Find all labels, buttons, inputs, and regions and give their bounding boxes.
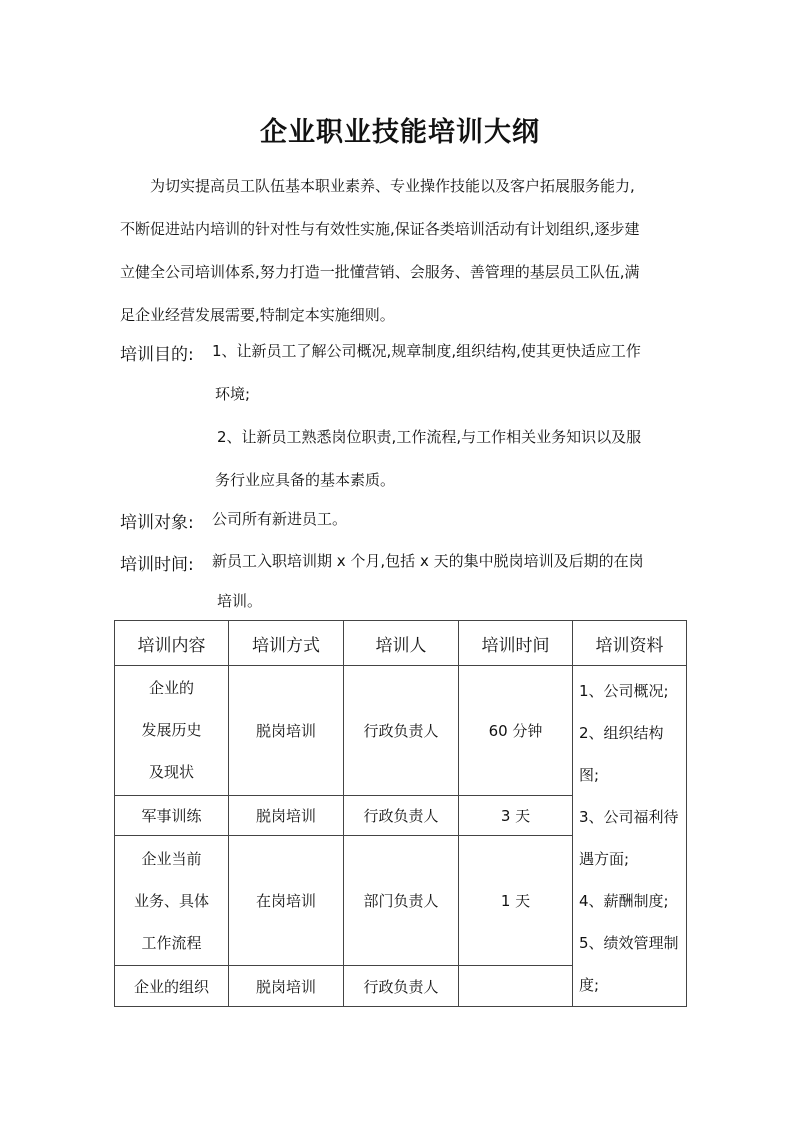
document-title: 企业职业技能培训大纲 bbox=[260, 117, 540, 148]
purpose-label: 培训目的: bbox=[120, 345, 194, 365]
target-text: 公司所有新进员工。 bbox=[212, 510, 348, 528]
cell-content-line: 企业当前 bbox=[141, 849, 202, 868]
header-method: 培训方式 bbox=[229, 621, 344, 666]
purpose-item-2-line-2: 务行业应具备的基本素质。 bbox=[215, 471, 396, 489]
time-line-2: 培训。 bbox=[217, 592, 263, 610]
header-materials: 培训资料 bbox=[573, 621, 687, 666]
purpose-item-1-line-2: 环境; bbox=[215, 385, 251, 403]
cell-method: 脱岗培训 bbox=[229, 795, 344, 836]
cell-content-line: 及现状 bbox=[148, 763, 194, 782]
materials-line: 度; bbox=[579, 976, 600, 994]
materials-line: 4、薪酬制度; bbox=[579, 892, 669, 910]
cell-content bbox=[115, 836, 229, 966]
header-duration: 培训时间 bbox=[459, 621, 573, 666]
cell-content-line: 工作流程 bbox=[141, 933, 202, 952]
cell-duration: 3 天 bbox=[459, 795, 573, 836]
intro-line: 不断促进站内培训的针对性与有效性实施,保证各类培训活动有计划组织,逐步建 bbox=[120, 220, 640, 238]
purpose-item-2-line-1: 2、让新员工熟悉岗位职责,工作流程,与工作相关业务知识以及服 bbox=[217, 428, 642, 446]
cell-content: 企业的组织 bbox=[115, 966, 229, 1007]
intro-paragraph bbox=[120, 165, 690, 337]
cell-content-line: 业务、具体 bbox=[133, 891, 209, 910]
cell-trainer: 部门负责人 bbox=[344, 836, 459, 966]
cell-content bbox=[115, 666, 229, 796]
time-line-1: 新员工入职培训期 x 个月,包括 x 天的集中脱岗培训及后期的在岗 bbox=[212, 552, 644, 570]
cell-materials bbox=[573, 666, 687, 1007]
materials-line: 1、公司概况; bbox=[579, 682, 669, 700]
cell-method: 脱岗培训 bbox=[229, 666, 344, 796]
table-row bbox=[115, 666, 687, 796]
cell-method: 脱岗培训 bbox=[229, 966, 344, 1007]
target-label: 培训对象: bbox=[120, 513, 194, 533]
table-header-row bbox=[115, 621, 687, 666]
cell-duration bbox=[459, 966, 573, 1007]
intro-line: 足企业经营发展需要,特制定本实施细则。 bbox=[120, 306, 395, 324]
cell-trainer: 行政负责人 bbox=[344, 666, 459, 796]
intro-line: 为切实提高员工队伍基本职业素养、专业操作技能以及客户拓展服务能力, bbox=[150, 177, 635, 195]
cell-content-line: 企业的 bbox=[148, 679, 194, 698]
intro-line: 立健全公司培训体系,努力打造一批懂营销、会服务、善管理的基层员工队伍,满 bbox=[120, 263, 640, 281]
materials-line: 5、绩效管理制 bbox=[579, 934, 679, 952]
cell-content: 军事训练 bbox=[115, 795, 229, 836]
cell-content-line: 发展历史 bbox=[141, 721, 202, 740]
cell-duration: 60 分钟 bbox=[459, 666, 573, 796]
cell-duration: 1 天 bbox=[459, 836, 573, 966]
materials-line: 图; bbox=[579, 766, 600, 784]
cell-trainer: 行政负责人 bbox=[344, 795, 459, 836]
materials-line: 2、组织结构 bbox=[579, 724, 664, 742]
training-table bbox=[114, 620, 687, 1007]
header-trainer: 培训人 bbox=[344, 621, 459, 666]
header-content: 培训内容 bbox=[115, 621, 229, 666]
materials-line: 3、公司福利待 bbox=[579, 808, 679, 826]
purpose-item-1-line-1: 1、让新员工了解公司概况,规章制度,组织结构,使其更快适应工作 bbox=[212, 342, 641, 360]
cell-trainer: 行政负责人 bbox=[344, 966, 459, 1007]
cell-method: 在岗培训 bbox=[229, 836, 344, 966]
materials-line: 遇方面; bbox=[579, 850, 630, 868]
time-label: 培训时间: bbox=[120, 555, 194, 575]
